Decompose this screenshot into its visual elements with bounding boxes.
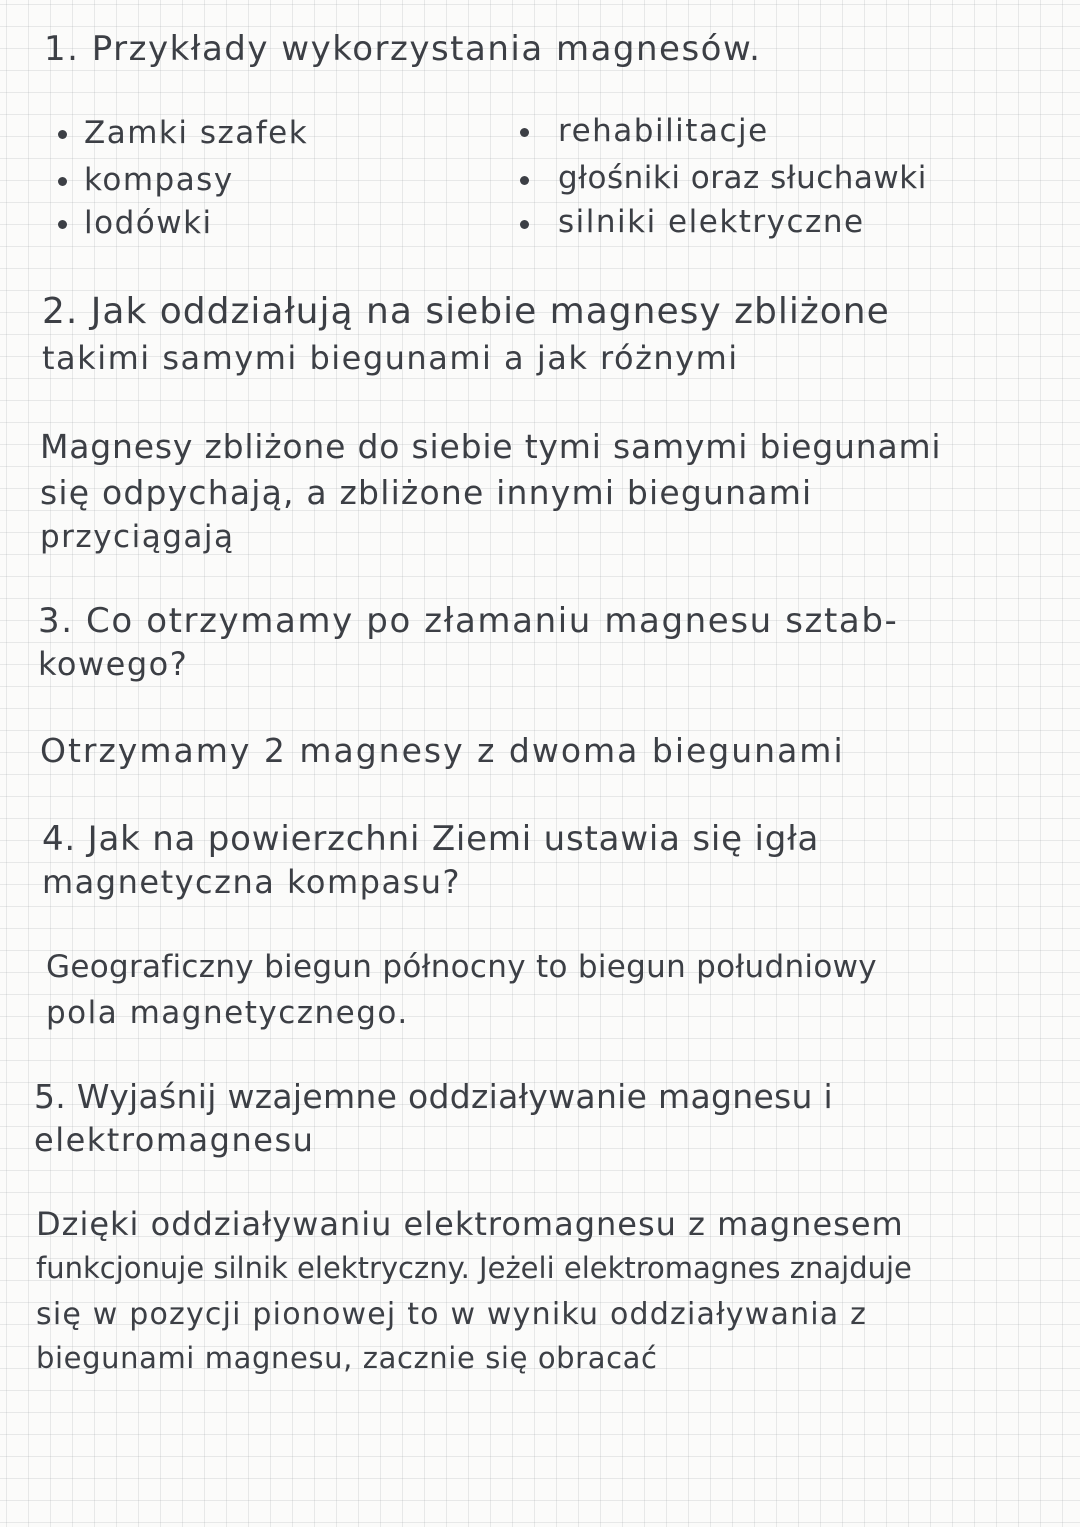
q2-answer-line: Magnesy zbliżone do siebie tymi samymi biegunami: [40, 427, 942, 466]
q5-question-line: elektromagnesu: [34, 1121, 315, 1159]
q1-right-item: silniki elektryczne: [558, 204, 865, 240]
q2-answer-line: się odpychają, a zbliżone innymi biegunami: [40, 473, 813, 512]
bullet: [520, 220, 529, 229]
q3-answer-line: Otrzymamy 2 magnesy z dwoma biegunami: [40, 731, 845, 770]
q1-right-item: rehabilitacje: [558, 113, 769, 149]
q2-question-line: takimi samymi biegunami a jak różnymi: [42, 339, 739, 377]
q4-answer-line: Geograficzny biegun północny to biegun południowy: [46, 949, 877, 985]
q2-answer-line: przyciągają: [40, 519, 235, 555]
q1-left-item: Zamki szafek: [84, 115, 309, 151]
q5-question-line: 5. Wyjaśnij wzajemne oddziaływanie magnesu i: [34, 1077, 834, 1116]
bullet: [520, 176, 529, 185]
q1-left-item: lodówki: [84, 205, 213, 241]
bullet: [520, 128, 529, 137]
bullet: [58, 177, 67, 186]
q4-answer-line: pola magnetycznego.: [46, 995, 409, 1031]
q4-question-line: 4. Jak na powierzchni Ziemi ustawia się igła: [42, 819, 820, 859]
bullet: [58, 220, 67, 229]
q5-answer-line: się w pozycji pionowej to w wyniku oddziaływania z: [36, 1297, 868, 1332]
q3-question-line: 3. Co otrzymamy po złamaniu magnesu sztab-: [38, 601, 899, 641]
q5-answer-line: biegunami magnesu, zacznie się obracać: [36, 1341, 658, 1375]
q5-answer-line: funkcjonuje silnik elektryczny. Jeżeli elektromagnes znajduje: [36, 1251, 912, 1285]
q1-right-item: głośniki oraz słuchawki: [558, 160, 927, 196]
q5-answer-line: Dzięki oddziaływaniu elektromagnesu z magnesem: [36, 1205, 904, 1243]
q2-question-line: 2. Jak oddziałują na siebie magnesy zbliżone: [42, 291, 890, 332]
bullet: [58, 130, 67, 139]
q3-question-line: kowego?: [38, 645, 189, 683]
q1-left-item: kompasy: [84, 162, 234, 198]
q1-title: 1. Przykłady wykorzystania magnesów.: [44, 29, 762, 69]
q4-question-line: magnetyczna kompasu?: [42, 863, 461, 901]
